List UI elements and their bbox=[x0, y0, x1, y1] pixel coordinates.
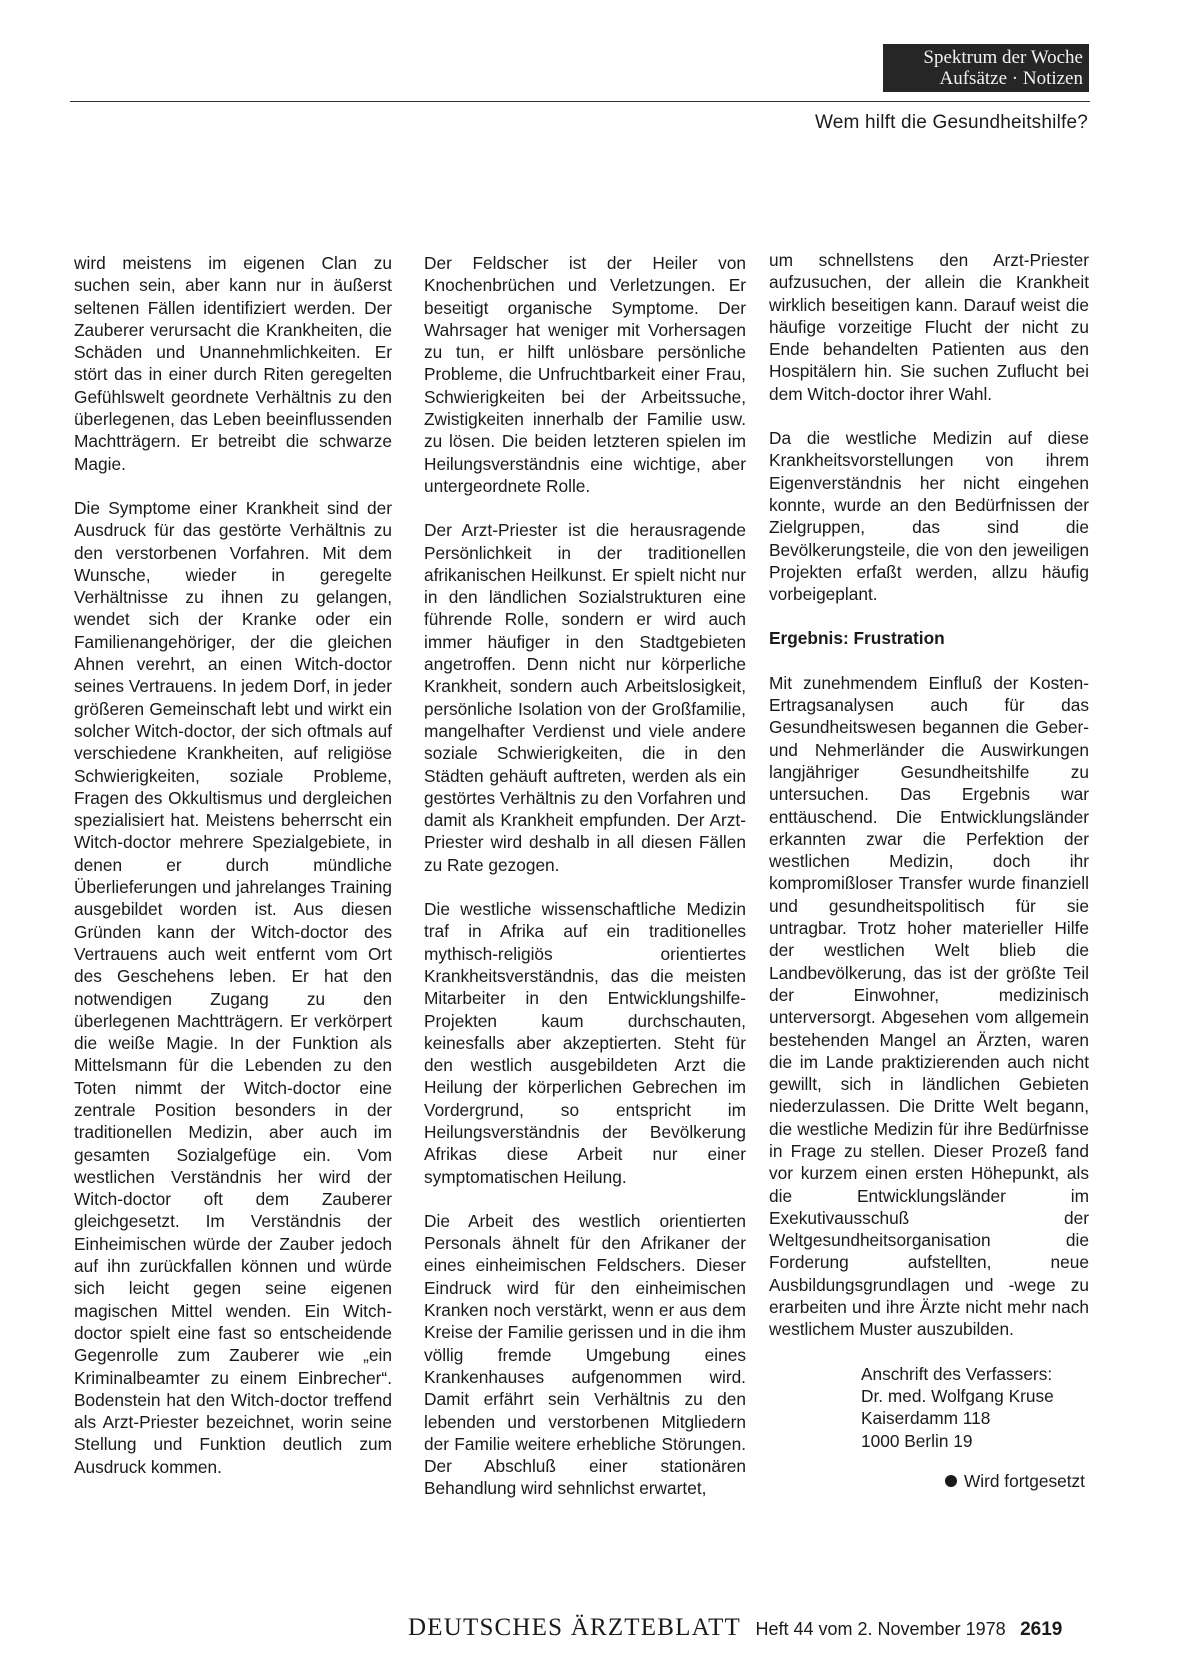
bullet-icon bbox=[945, 1475, 957, 1487]
address-label: Anschrift des Verfassers: bbox=[861, 1363, 1053, 1384]
address-city: 1000 Berlin 19 bbox=[861, 1430, 973, 1451]
paragraph: Die westliche wissenschaftliche Medizin traf in Afrika auf ein traditionelles mythisch-religiös orientiertes Krankheitsverständnis, das die meisten Mitarbeiter in den Entwicklungshilfe-Projekten kaum durchschauten, keinesfalls aber akzeptierten. Steht für den westlich ausgebildeten Arzt die Heilung der körperlichen Gebrechen im Vordergrund, so entspricht im Heilungsverständnis der Bevölkerung Afrikas diese Arbeit nur einer symptomatischen Heilung. bbox=[424, 899, 746, 1187]
journal-name: DEUTSCHES ÄRZTEBLATT bbox=[408, 1614, 742, 1641]
paragraph: Die Symptome einer Krankheit sind der Ausdruck für das gestörte Verhältnis zu den verstorbenen Vorfahren. Mit dem Wunsche, wieder in geregelte Verhältnisse zu ihnen zu gelangen, wendet sich der Kranke oder ein Familienangehöriger, der die gleichen Ahnen verehrt, an einen Witch-doctor seines Vertrauens. In jedem Dorf, in jeder größeren Gemeinschaft lebt und wirkt ein solcher Witch-doctor, der sich oftmals auf verschiedene Krankheiten, auf religiöse Schwierigkeiten, soziale Probleme, Fragen des Okkultismus und dergleichen spezialisiert hat. Meistens beherrscht ein Witch-doctor mehrere Spezialgebiete, in denen er durch mündliche Überlieferungen und jahrelanges Training ausgebildet worden ist. Aus diesen Gründen kann der Witch-doctor des Vertrauens auch weit entfernt vom Ort des Geschehens leben. Er hat den notwendigen Zugang zu den überlegenen Machtträgern. Er verkörpert die weiße Magie. In der Funktion als Mittelsmann für die Lebenden zu den Toten nimmt der Witch-doctor eine zentrale Position besonders in der traditionellen Medizin, aber auch im gesamten Sozialgefüge ein. Vom westlichen Verständnis her wird der Witch-doctor oft dem Zauberer gleichgesetzt. Im Verständnis der Einheimischen würde der Zauber jedoch auf ihn zurückfallen können und würde sich leicht gegen seine eigenen magischen Mittel wenden. Ein Witch-doctor spielt eine fast so entscheidende Gegenrolle zum Zauberer wie „ein Kriminalbeamter zu einem Einbrecher“. Bodenstein hat den Witch-doctor treffend als Arzt-Priester bezeichnet, worin seine Stellung und Funktion deutlich zum Ausdruck kommen. bbox=[74, 497, 392, 1477]
address-street: Kaiserdamm 118 bbox=[861, 1408, 991, 1429]
paragraph: Der Arzt-Priester ist die herausragende Persönlichkeit in der traditionellen afrikanischen Heilkunst. Er spielt nicht nur in den ländlichen Sozialstrukturen eine führende Rolle, sondern er wird auch immer häufiger in den Stadtgebieten angetroffen. Denn nicht nur körperliche Krankheit, sondern auch Arbeitslosigkeit, persönliche Isolation von der Großfamilie, mangelhafter Verdienst und viele andere soziale Schwierigkeiten, die in den Städten gehäuft auftreten, werden als ein gestörtes Verhältnis zu den Vorfahren und damit als Krankheit empfunden. Der Arzt-Priester wird deshalb in all diesen Fällen zu Rate gezogen. bbox=[424, 520, 746, 875]
column-1 bbox=[74, 252, 392, 1500]
paragraph: Die Arbeit des westlich orientierten Personals ähnelt für den Afrikaner der eines einheimischen Feldschers. Dieser Eindruck wird für den einheimischen Kranken noch verstärkt, wenn er aus dem Kreise der Familie gerissen und in die ihm völlig fremde Umgebung eines Krankenhauses aufgenommen wird. Damit erfährt sein Verhältnis zu den lebenden und verstorbenen Mitgliedern der Familie weitere erhebliche Störungen. Der Abschluß einer stationären Behandlung wird sehnlichst erwartet, bbox=[424, 1210, 746, 1499]
paragraph: Da die westliche Medizin auf diese Krankheitsvorstellungen von ihrem Eigenverständnis her nicht eingehen konnte, wurde an den Bedürfnissen der Zielgruppen, das sind die Bevölkerungsteile, die von den jeweiligen Projekten erfaßt werden, allzu häufig vorbeigeplant. bbox=[769, 428, 1089, 605]
header-rule bbox=[70, 101, 1090, 102]
author-name: Dr. med. Wolfgang Kruse bbox=[861, 1385, 1054, 1406]
continued-note bbox=[769, 1470, 1089, 1492]
page-footer bbox=[408, 1614, 1062, 1642]
section-badge bbox=[883, 44, 1089, 92]
column-2 bbox=[424, 252, 746, 1522]
continued-label: Wird fortgesetzt bbox=[963, 1470, 1085, 1491]
page-number: 2619 bbox=[1020, 1619, 1063, 1640]
issue-info: Heft 44 vom 2. November 1978 bbox=[755, 1619, 1006, 1639]
paragraph: Mit zunehmendem Einfluß der Kosten-Ertragsanalysen auch für das Gesundheitswesen begannen die Geber- und Nehmerländer die Auswirkungen langjähriger Gesundheitshilfe zu untersuchen. Das Ergebnis war enttäuschend. Die Entwicklungsländer erkannten zwar die Perfektion der westlichen Medizin, doch ihr kompromißloser Transfer wurde finanziell und gesundheitspolitisch für sie untragbar. Trotz hoher materieller Hilfe der westlichen Welt blieb die Landbevölkerung, das ist der größte Teil der Einwohner, medizinisch unterversorgt. Abgesehen vom allgemein bestehenden Mangel an Ärzten, waren die im Lande praktizierenden auch nicht gewillt, sich in ländlichen Gebieten niederzulassen. Die Dritte Welt begann, die westliche Medizin für ihre Bedürfnisse in Frage zu stellen. Dieser Prozeß fand vor kurzem einen ersten Höhepunkt, als die Entwicklungsländer im Exekutivausschuß der Weltgesundheitsorganisation die Forderung aufstellten, neue Ausbildungsgrundlagen und -wege zu erarbeiten und ihre Ärzte nicht mehr nach westlichem Muster auszubilden. bbox=[769, 672, 1089, 1340]
section-label: Spektrum der Woche bbox=[923, 47, 1083, 68]
author-address bbox=[861, 1363, 1089, 1452]
paragraph: Der Feldscher ist der Heiler von Knochenbrüchen und Verletzungen. Er beseitigt organische Symptome. Der Wahrsager hat weniger mit Vorhersagen zu tun, er hilft unlösbare persönliche Probleme, die Unfruchtbarkeit einer Frau, Schwierigkeiten bei der Arbeitssuche, Zwistigkeiten innerhalb der Familie usw. zu lösen. Die beiden letzteren spielen im Heilungsverständnis eine wichtige, aber untergeordnete Rolle. bbox=[424, 253, 746, 496]
paragraph: um schnellstens den Arzt-Priester aufzusuchen, der allein die Krankheit wirklich beseitigen kann. Darauf weist die häufige vorzeitige Flucht der nicht zu Ende behandelten Patienten aus den Hospitälern hin. Sie suchen Zuflucht bei dem Witch-doctor ihrer Wahl. bbox=[769, 250, 1089, 404]
section-heading: Ergebnis: Frustration bbox=[769, 628, 945, 649]
paragraph: wird meistens im eigenen Clan zu suchen sein, aber kann nur in äußerst seltenen Fällen identifiziert werden. Der Zauberer verursacht die Krankheiten, die Schäden und Unannehmlichkeiten. Er stört das in einer durch Riten geregelten Gefühlswelt geordnete Verhältnis zu den überlegenen, das Leben beeinflussenden Machtträgern. Er betreibt die schwarze Magie. bbox=[74, 253, 392, 474]
column-3 bbox=[769, 249, 1089, 1492]
running-title: Wem hilft die Gesundheitshilfe? bbox=[814, 112, 1088, 133]
section-sublabel: Aufsätze · Notizen bbox=[939, 68, 1083, 89]
